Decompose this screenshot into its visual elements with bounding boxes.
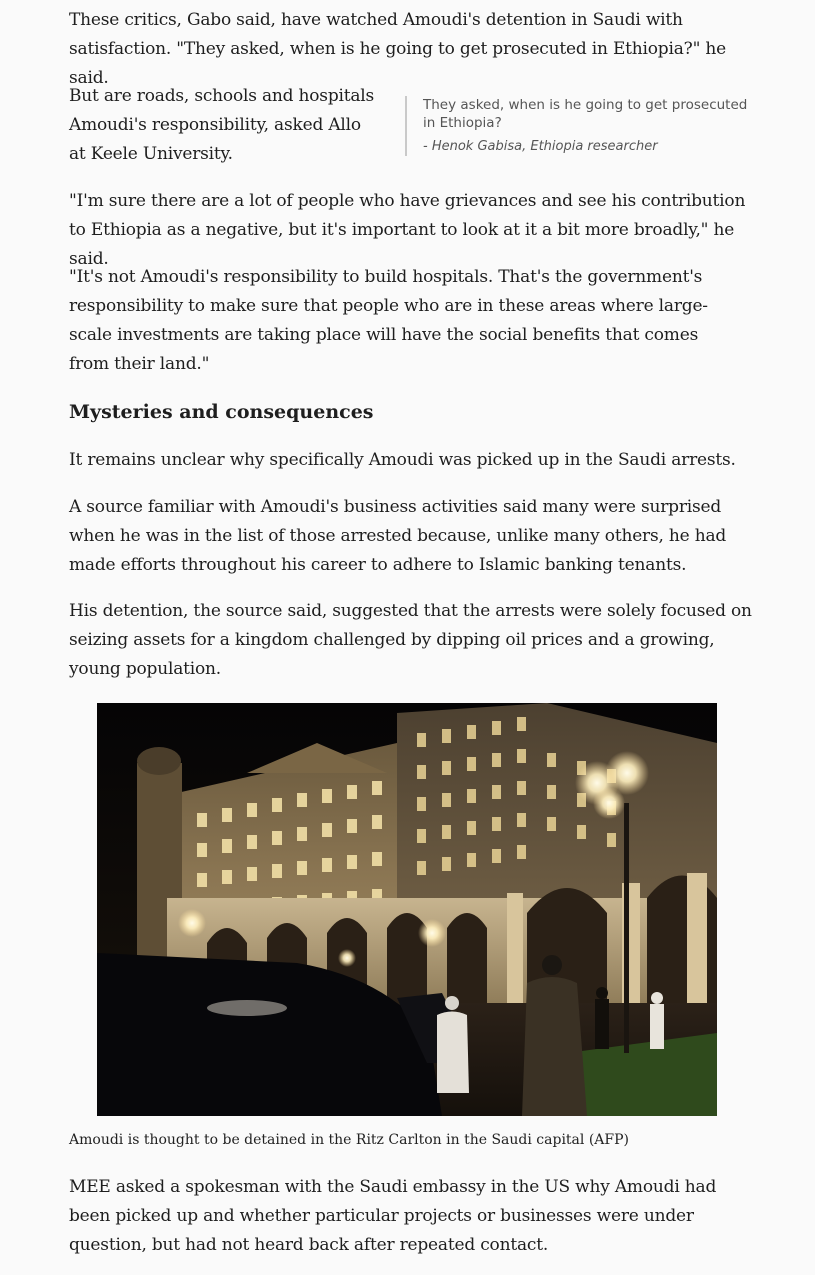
pull-quote-text: They asked, when is he going to get prosecuted in Ethiopia?: [423, 97, 748, 131]
pull-quote-attribution: - Henok Gabisa, Ethiopia researcher: [423, 139, 658, 154]
ritz-carlton-night-illustration: [97, 703, 717, 1116]
section-subheading: Mysteries and consequences: [69, 401, 374, 423]
paragraph-3: "I'm sure there are a lot of people who have grievances and see his contribution to Ethiopia as a negative, but it's important to look at it a bit more broadly," he said.: [69, 191, 746, 269]
paragraph-4: "It's not Amoudi's responsibility to build hospitals. That's the government's responsibility to make sure that people who are in these areas where large-scale investments are taking place will have the social benefits that comes from their land.": [69, 267, 708, 374]
paragraph-7: His detention, the source said, suggested that the arrests were solely focused on seizing assets for a kingdom challenged by dipping oil prices and a growing, young population.: [69, 601, 752, 679]
paragraph-1: These critics, Gabo said, have watched Amoudi's detention in Saudi with satisfaction. "They asked, when is he going to get prosecuted in Ethiopia?" he said.: [69, 10, 727, 88]
paragraph-5: It remains unclear why specifically Amoudi was picked up in the Saudi arrests.: [69, 450, 736, 470]
photo-caption: Amoudi is thought to be detained in the Ritz Carlton in the Saudi capital (AFP): [69, 1132, 629, 1148]
pull-quote: [405, 96, 758, 156]
paragraph-8: MEE asked a spokesman with the Saudi embassy in the US why Amoudi had been picked up and whether particular projects or businesses were under question, but had not heard back after repeated contact.: [69, 1177, 717, 1255]
paragraph-6: A source familiar with Amoudi's business activities said many were surprised when he was in the list of those arrested because, unlike many others, he had made efforts throughout his career to adhere to Islamic banking tenants.: [69, 497, 727, 575]
paragraph-2: But are roads, schools and hospitals Amoudi's responsibility, asked Allo at Keele University.: [69, 86, 375, 164]
ritz-carlton-photo: [97, 703, 717, 1116]
